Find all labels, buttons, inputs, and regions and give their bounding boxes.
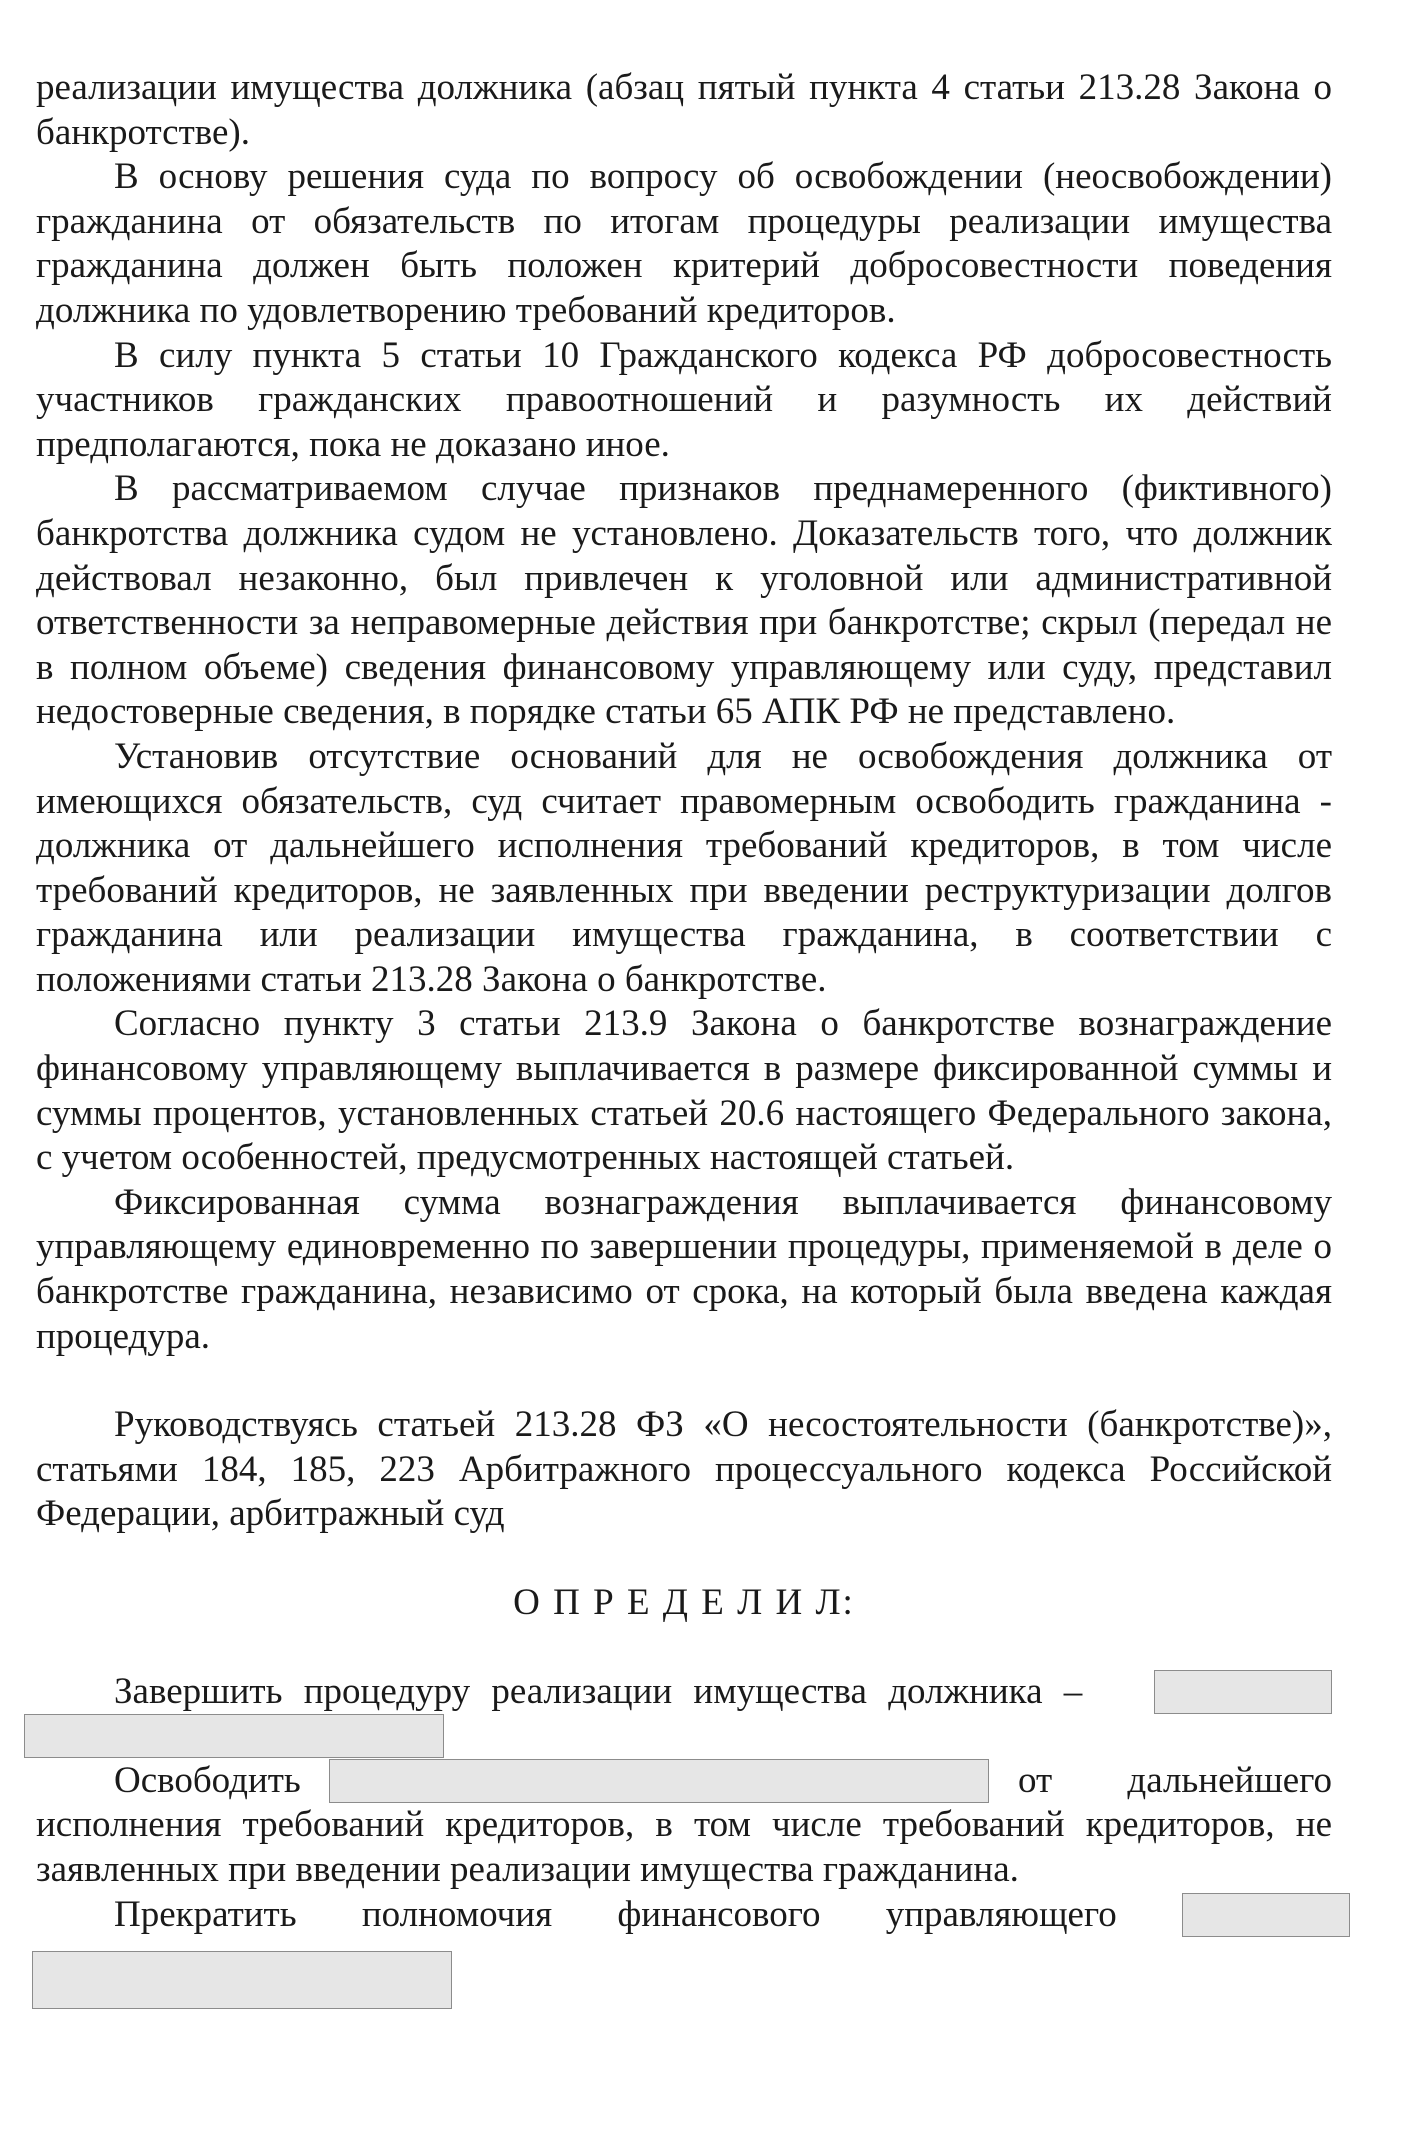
ruling-terminate-word-4: управляющего [885,1893,1117,1935]
redacted-debtor-name-3 [329,1759,989,1803]
guidance-paragraph: Руководствуясь статьей 213.28 ФЗ «О несостоятельности (банкротстве)», статьями 184, 185, 223 Арбитражного процессуального кодекса Российской Федерации, арбитражный суд [36,1404,1332,1535]
paragraph-2: В основу решения суда по вопросу об освобождении (неосвобождении) гражданина от обязательств по итогам процедуры реализации имущества гражданина должен быть положен критерий добросовестности поведения должника по удовлетворению требований кредиторов. [36,156,1332,331]
ruling-heading: О П Р Е Д Е Л И Л: [513,1582,855,1623]
paragraph-6: Согласно пункту 3 статьи 213.9 Закона о банкротстве вознаграждение финансовому управляющему выплачивается в размере фиксированной суммы и суммы процентов, установленных статьей 20.6 настоящего Федерального закона, с учетом особенностей, предусмотренных настоящей статьей. [36,1003,1332,1179]
paragraph-7: Фиксированная сумма вознаграждения выплачивается финансовому управляющему единовременно по завершении процедуры, применяемой в деле о банкротстве гражданина, независимо от срока, на который была введена каждая процедура. [36,1181,1332,1357]
paragraph-3: В силу пункта 5 статьи 10 Гражданского кодекса РФ добросовестность участников гражданских правоотношений и разумность их действий предполагаются, пока не доказано иное. [36,334,1332,465]
paragraph-4: В рассматриваемом случае признаков преднамеренного (фиктивного) банкротства должника судом не установлено. Доказательств того, что должник действовал незаконно, был привлечен к уголовной или административной ответственности за неправомерные действия при банкротстве; скрыл (передал не в полном объеме) сведения финансовому управляющему или суду, представил недостоверные сведения, в порядке статьи 65 АПК РФ не представлено. [36,468,1332,733]
blank-line [36,1626,1332,1670]
ruling-complete-text: Завершить процедуру реализации имущества должника – [114,1670,1083,1712]
paragraph-1: реализации имущества должника (абзац пятый пункта 4 статьи 213.28 Закона о банкротстве). [36,67,1332,153]
ruling-terminate-word-1: Прекратить [114,1893,297,1935]
paragraph-5: Установив отсутствие оснований для не освобождения должника от имеющихся обязательств, суд считает правомерным освободить гражданина - должника от дальнейшего исполнения требований кредиторов, в том числе требований кредиторов, не заявленных при введении реструктуризации долгов гражданина или реализации имущества гражданина, в соответствии с положениями статьи 213.28 Закона о банкротстве. [36,735,1332,1000]
ruling-terminate [36,1893,1332,1996]
ruling-release-mid: от дальнейшего [1017,1759,1332,1801]
blank-line [36,1359,1332,1403]
ruling-complete [36,1670,1332,1759]
redacted-debtor-name-1 [1154,1670,1332,1714]
ruling-release [36,1759,1332,1893]
ruling-release-rest: исполнения требований кредиторов, в том числе требований кредиторов, не заявленных при введении реализации имущества гражданина. [36,1804,1332,1890]
document-page [36,66,1332,1996]
blank-line [36,1537,1332,1581]
ruling-terminate-word-3: финансового [617,1893,821,1935]
redacted-manager-name-1 [1182,1893,1350,1937]
redacted-debtor-name-2 [24,1714,444,1758]
ruling-release-start: Освободить [114,1759,301,1801]
redacted-manager-name-2 [32,1951,452,2009]
ruling-terminate-word-2: полномочия [361,1893,553,1935]
